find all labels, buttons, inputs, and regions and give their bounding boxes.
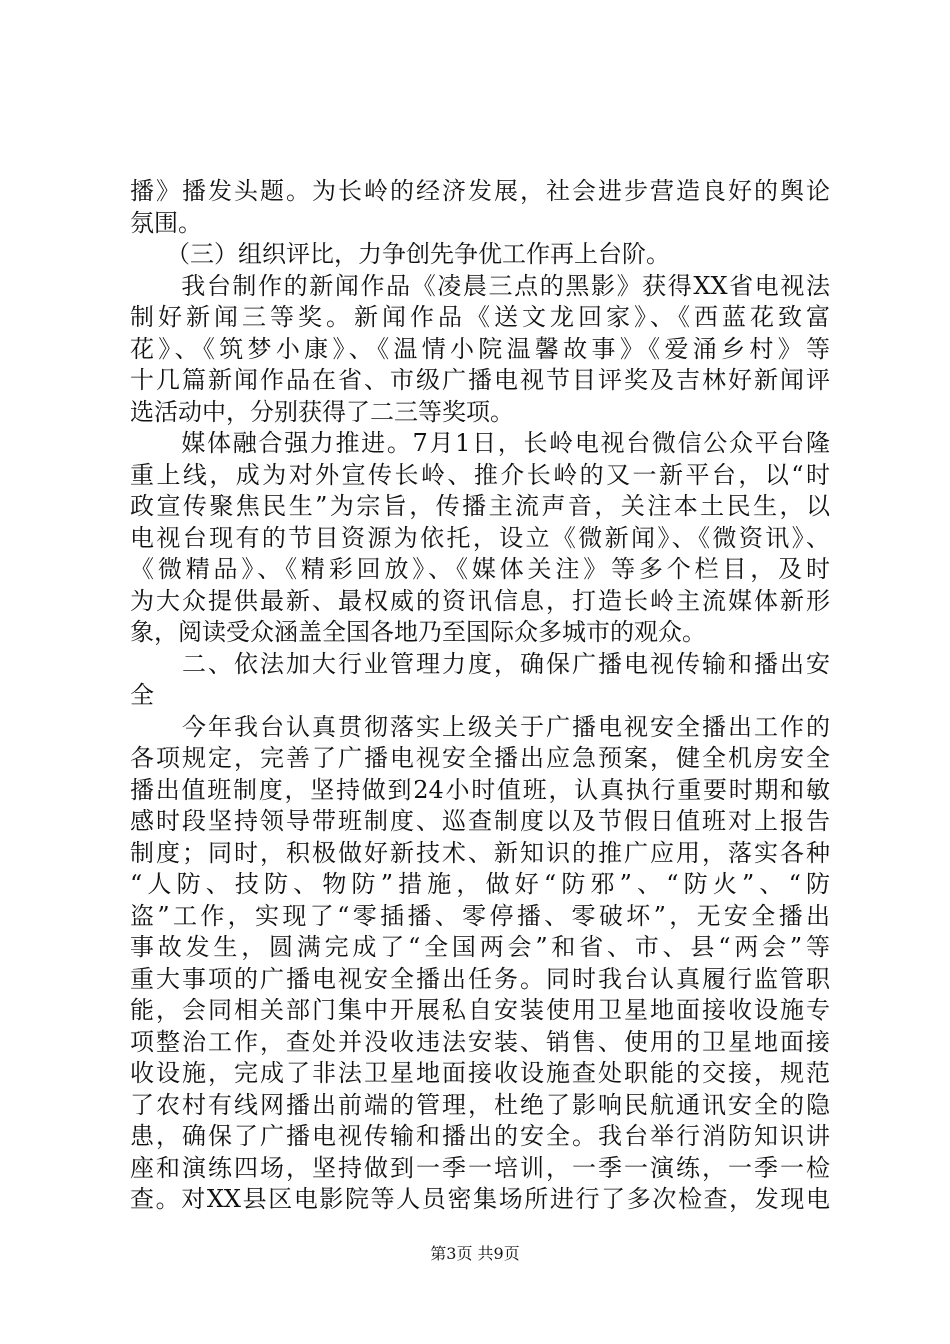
text-line: 媒体融合强力推进。7月1日，长岭电视台微信公众平台隆 (130, 429, 830, 457)
text-line: 项整治工作，查处并没收违法安装、销售、使用的卫星地面接 (130, 1027, 830, 1056)
text-line: 今年我台认真贯彻落实上级关于广播电视安全播出工作的 (130, 712, 830, 741)
text-line: 《微精品》、《精彩回放》、《媒体关注》等多个栏目，及时 (130, 555, 830, 583)
text-line: 氛围。 (130, 208, 202, 237)
text-line: “人防、技防、物防”措施，做好“防邪”、“防火”、“防 (130, 870, 830, 898)
text-line: 十几篇新闻作品在省、市级广播电视节目评奖及吉林好新闻评 (130, 366, 830, 394)
text-line: 选活动中，分别获得了二三等奖项。 (130, 397, 514, 426)
text-line: 我台制作的新闻作品《凌晨三点的黑影》获得XX省电视法 (130, 271, 830, 300)
text-line: 为大众提供最新、最权威的资讯信息，打造长岭主流媒体新形 (130, 586, 830, 615)
text-line: 患，确保了广播电视传输和播出的安全。我台举行消防知识讲 (130, 1122, 830, 1150)
text-line: 收设施，完成了非法卫星地面接收设施查处职能的交接，规范 (130, 1059, 830, 1087)
page-number-footer: 第3页 共9页 (430, 1244, 520, 1263)
text-line: 制好新闻三等奖。新闻作品《送文龙回家》、《西蓝花致富 (130, 303, 830, 331)
text-line: 了农村有线网播出前端的管理，杜绝了影响民航通讯安全的隐 (130, 1090, 830, 1119)
text-line: 政宣传聚焦民生”为宗旨，传播主流声音，关注本土民生，以 (130, 492, 830, 520)
text-line: 重上线，成为对外宣传长岭、推介长岭的又一新平台，以“时 (130, 460, 830, 489)
text-line: 座和演练四场，坚持做到一季一培训，一季一演练，一季一检 (130, 1153, 830, 1182)
section-heading: 二、依法加大行业管理力度，确保广播电视传输和播出安 (130, 649, 830, 678)
section-heading: （三）组织评比，力争创先争优工作再上台阶。 (130, 240, 670, 268)
text-line: 事故发生，圆满完成了“全国两会”和省、市、县“两会”等 (130, 933, 830, 961)
text-line: 查。对XX县区电影院等人员密集场所进行了多次检查，发现电 (130, 1185, 830, 1213)
text-line: 各项规定，完善了广播电视安全播出应急预案，健全机房安全 (130, 744, 830, 772)
text-line: 重大事项的广播电视安全播出任务。同时我台认真履行监管职 (130, 964, 830, 993)
text-line: 感时段坚持领导带班制度、巡查制度以及节假日值班对上报告 (130, 807, 830, 835)
text-line: 播》播发头题。为长岭的经济发展，社会进步营造良好的舆论 (130, 177, 830, 205)
text-line: 象，阅读受众涵盖全国各地乃至国际众多城市的观众。 (130, 618, 706, 646)
text-line: 盗”工作，实现了“零插播、零停播、零破坏”，无安全播出 (130, 901, 830, 930)
text-line: 能，会同相关部门集中开展私自安装使用卫星地面接收设施专 (130, 996, 830, 1024)
text-line: 花》、《筑梦小康》、《温情小院温馨故事》《爱涌乡村》等 (130, 334, 830, 363)
text-line: 播出值班制度，坚持做到24小时值班，认真执行重要时期和敏 (130, 775, 830, 804)
text-line: 制度；同时，积极做好新技术、新知识的推广应用，落实各种 (130, 838, 830, 867)
text-line: 电视台现有的节目资源为依托，设立《微新闻》、《微资讯》、 (130, 523, 830, 552)
section-heading-continued: 全 (130, 681, 154, 709)
